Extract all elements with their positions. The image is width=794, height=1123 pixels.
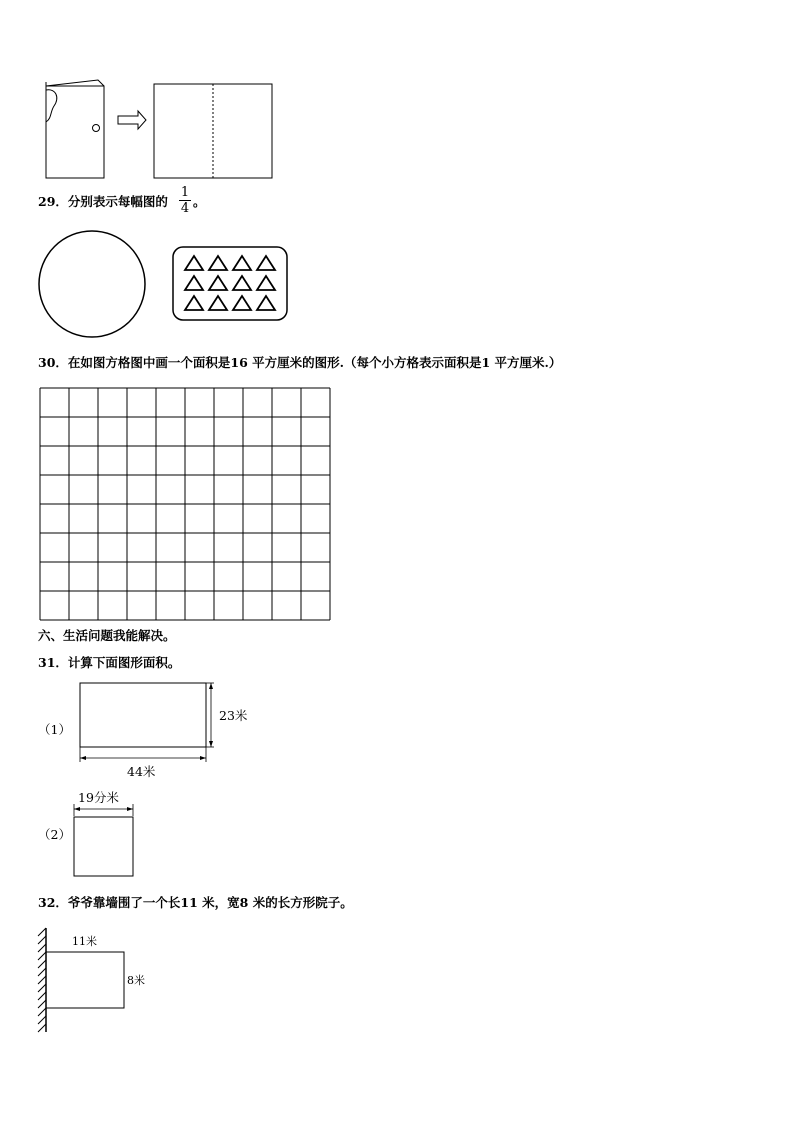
q29-circle xyxy=(36,230,148,340)
q29-text: 分别表示每幅图的 xyxy=(67,194,168,209)
q29-triangles-box xyxy=(172,246,290,322)
triangle-icon xyxy=(209,296,227,310)
q32-text: 爷爷靠墙围了一个长11 米，宽8 米的长方形院子。 xyxy=(67,895,353,910)
triangle-icon xyxy=(185,256,203,270)
q32-number: 32． xyxy=(38,895,68,910)
triangle-icon xyxy=(209,256,227,270)
triangle-icon xyxy=(233,296,251,310)
section6-title: 六、生活问题我能解决。 xyxy=(38,628,176,643)
triangle-icon xyxy=(233,256,251,270)
q31-width-label: 44米 xyxy=(127,764,156,779)
q30-line xyxy=(38,355,561,371)
q32-width-label: 8米 xyxy=(127,974,145,987)
q31-number: 31． xyxy=(38,655,68,670)
q31-part1-label: （1） xyxy=(38,722,71,737)
triangle-icon xyxy=(233,276,251,290)
triangle-icon xyxy=(185,296,203,310)
q31-rectangle-figure xyxy=(78,680,218,764)
fraction-denominator: 4 xyxy=(180,201,190,216)
q31-part2-side-label: 19分米 xyxy=(78,790,119,805)
triangle-icon xyxy=(257,256,275,270)
q31-square-figure xyxy=(70,800,140,880)
q31-height-label: 23米 xyxy=(219,708,248,723)
fraction-numerator: 1 xyxy=(180,185,190,200)
q32-line xyxy=(38,895,353,911)
q29-number: 29． xyxy=(38,194,68,209)
q29-line xyxy=(38,194,168,210)
q29-text-after: 。 xyxy=(193,194,206,209)
q30-number: 30． xyxy=(38,355,68,370)
triangle-icon xyxy=(209,276,227,290)
triangle-icon xyxy=(185,276,203,290)
q31-part2-label: （2） xyxy=(38,827,71,842)
q31-line xyxy=(38,655,180,671)
q30-text: 在如图方格图中画一个面积是16 平方厘米的图形.（每个小方格表示面积是1 平方厘米.） xyxy=(67,355,562,370)
triangle-icon xyxy=(257,276,275,290)
triangle-icon xyxy=(257,296,275,310)
folded-card-figure xyxy=(40,78,280,180)
q29-fraction xyxy=(179,186,191,215)
square-grid xyxy=(39,387,331,619)
q32-length-label: 11米 xyxy=(72,935,97,948)
q31-text: 计算下面图形面积。 xyxy=(67,655,181,670)
